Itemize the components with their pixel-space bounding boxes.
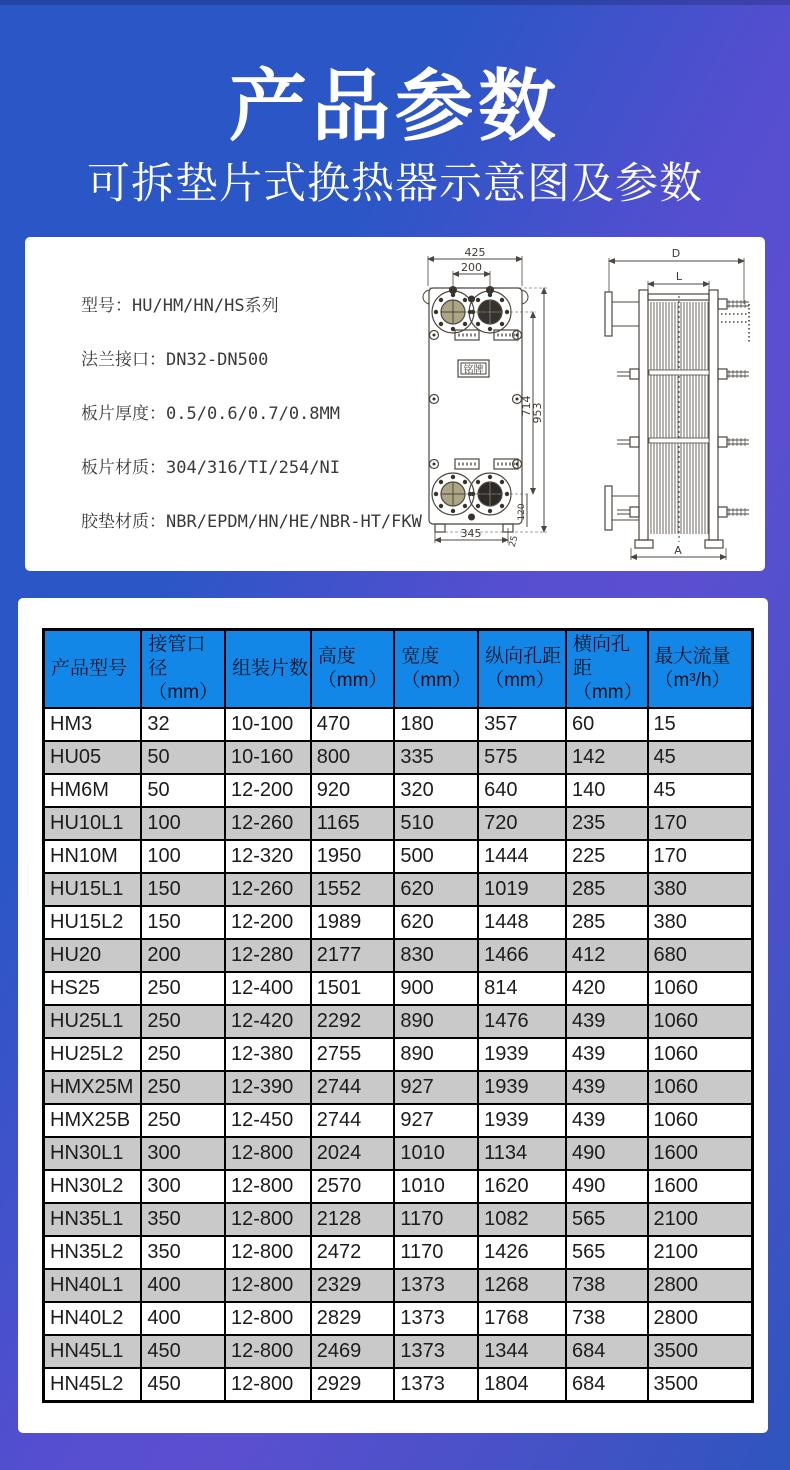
- table-row: [44, 807, 753, 840]
- table-cell: HM3: [44, 708, 142, 741]
- table-cell: 814: [478, 972, 566, 1005]
- table-cell: 1010: [394, 1170, 478, 1203]
- table-cell: HU05: [44, 741, 142, 774]
- table-cell: 142: [566, 741, 648, 774]
- column-header: [648, 630, 753, 709]
- table-cell: 50: [141, 774, 225, 807]
- table-cell: HS25: [44, 972, 142, 1005]
- table-cell: 420: [566, 972, 648, 1005]
- table-cell: HU15L2: [44, 906, 142, 939]
- table-cell: 12-800: [225, 1203, 311, 1236]
- column-header: [141, 630, 225, 709]
- page-subtitle: 可拆垫片式换热器示意图及参数: [87, 159, 703, 209]
- table-cell: 335: [394, 741, 478, 774]
- table-cell: 12-450: [225, 1104, 311, 1137]
- table-cell: 10-160: [225, 741, 311, 774]
- table-cell: HMX25M: [44, 1071, 142, 1104]
- table-cell: 684: [566, 1368, 648, 1402]
- table-cell: HN30L2: [44, 1170, 142, 1203]
- table-cell: 2829: [311, 1302, 395, 1335]
- table-cell: 12-800: [225, 1368, 311, 1402]
- top-edge-strip: [0, 0, 790, 5]
- table-cell: 565: [566, 1236, 648, 1269]
- table-cell: 1448: [478, 906, 566, 939]
- table-header-row: [44, 630, 753, 709]
- table-cell: HN35L1: [44, 1203, 142, 1236]
- table-cell: HN10M: [44, 840, 142, 873]
- column-unit: （mm）: [148, 682, 218, 703]
- table-cell: 738: [566, 1302, 648, 1335]
- table-row: [44, 1368, 753, 1402]
- side-view: [605, 258, 749, 560]
- table-cell: HU20: [44, 939, 142, 972]
- table-cell: 1060: [648, 1104, 753, 1137]
- table-row: [44, 1038, 753, 1071]
- table-cell: 470: [311, 708, 395, 741]
- table-cell: 350: [141, 1236, 225, 1269]
- table-row: [44, 906, 753, 939]
- column-unit: （mm）: [572, 682, 643, 703]
- table-cell: 439: [566, 1005, 648, 1038]
- table-cell: 12-800: [225, 1236, 311, 1269]
- table-cell: 1060: [648, 972, 753, 1005]
- table-cell: 1170: [394, 1236, 478, 1269]
- table-cell: 12-800: [225, 1302, 311, 1335]
- table-cell: 684: [566, 1335, 648, 1368]
- table-cell: HU15L1: [44, 873, 142, 906]
- table-cell: 300: [141, 1170, 225, 1203]
- table-row: [44, 1104, 753, 1137]
- column-title: 最大流量: [654, 646, 731, 667]
- table-row: [44, 708, 753, 741]
- table-cell: 10-100: [225, 708, 311, 741]
- table-cell: 1939: [478, 1104, 566, 1137]
- table-cell: HN40L2: [44, 1302, 142, 1335]
- table-cell: 1373: [394, 1368, 478, 1402]
- table-cell: 200: [141, 939, 225, 972]
- table-cell: 12-800: [225, 1137, 311, 1170]
- table-cell: 285: [566, 906, 648, 939]
- table-cell: 1476: [478, 1005, 566, 1038]
- table-cell: 490: [566, 1137, 648, 1170]
- front-view-labels: [461, 246, 545, 548]
- column-header: [566, 630, 648, 709]
- table-cell: HMX25B: [44, 1104, 142, 1137]
- table-cell: HM6M: [44, 774, 142, 807]
- table-cell: 380: [648, 873, 753, 906]
- column-header: [394, 630, 478, 709]
- table-cell: 2100: [648, 1203, 753, 1236]
- dim-L-label: L: [675, 270, 683, 283]
- column-title: 宽度: [401, 646, 440, 667]
- table-cell: 45: [648, 774, 753, 807]
- table-cell: 680: [648, 939, 753, 972]
- table-cell: 12-390: [225, 1071, 311, 1104]
- table-cell: 12-200: [225, 906, 311, 939]
- table-cell: 720: [478, 807, 566, 840]
- table-row: [44, 1137, 753, 1170]
- table-cell: 235: [566, 807, 648, 840]
- dim-425-label: 425: [464, 246, 486, 259]
- table-cell: 300: [141, 1137, 225, 1170]
- spec-line-flange: 法兰接口：DN32-DN500: [81, 350, 269, 370]
- table-cell: 100: [141, 840, 225, 873]
- table-cell: 12-420: [225, 1005, 311, 1038]
- table-row: [44, 840, 753, 873]
- table-cell: HU25L1: [44, 1005, 142, 1038]
- dim-953-label: 953: [531, 402, 544, 424]
- table-row: [44, 1071, 753, 1104]
- column-title: 纵向孔距: [485, 646, 562, 667]
- table-cell: 2128: [311, 1203, 395, 1236]
- tie-rods-left: [617, 369, 639, 517]
- table-cell: 285: [566, 873, 648, 906]
- table-cell: 1019: [478, 873, 566, 906]
- table-cell: 800: [311, 741, 395, 774]
- page-title: 产品参数: [228, 62, 561, 152]
- table-cell: 1373: [394, 1269, 478, 1302]
- table-cell: 439: [566, 1104, 648, 1137]
- specs-card: [25, 237, 765, 571]
- table-cell: 1060: [648, 1071, 753, 1104]
- table-cell: 250: [141, 1038, 225, 1071]
- table-cell: 890: [394, 1038, 478, 1071]
- table-cell: 12-320: [225, 840, 311, 873]
- table-cell: HN35L2: [44, 1236, 142, 1269]
- table-cell: 1060: [648, 1038, 753, 1071]
- table-cell: HU25L2: [44, 1038, 142, 1071]
- table-cell: 1170: [394, 1203, 478, 1236]
- table-cell: 400: [141, 1269, 225, 1302]
- column-unit: （mm）: [317, 670, 388, 691]
- table-cell: 1600: [648, 1170, 753, 1203]
- dim-A-label: A: [674, 544, 682, 557]
- table-cell: 12-800: [225, 1170, 311, 1203]
- table-cell: 45: [648, 741, 753, 774]
- table-cell: 12-800: [225, 1335, 311, 1368]
- table-cell: 1373: [394, 1335, 478, 1368]
- spec-line-gasket-material: 胶垫材质：NBR/EPDM/HN/HE/NBR-HT/FKW: [81, 512, 422, 532]
- column-title: 横向孔距: [572, 634, 630, 679]
- table-cell: 2800: [648, 1269, 753, 1302]
- table-cell: 1134: [478, 1137, 566, 1170]
- nameplate-label: 铭牌: [463, 365, 484, 376]
- column-header: [44, 630, 142, 709]
- table-cell: 400: [141, 1302, 225, 1335]
- dim-200-label: 200: [461, 261, 482, 274]
- spec-line-plate-material: 板片材质：304/316/TI/254/NI: [81, 458, 340, 478]
- column-title: 组装片数: [231, 658, 308, 679]
- table-cell: 1373: [394, 1302, 478, 1335]
- table-cell: 2024: [311, 1137, 395, 1170]
- table-cell: 920: [311, 774, 395, 807]
- spec-line-thickness: 板片厚度：0.5/0.6/0.7/0.8MM: [81, 404, 340, 424]
- table-row: [44, 1302, 753, 1335]
- table-cell: 1268: [478, 1269, 566, 1302]
- table-cell: 1939: [478, 1071, 566, 1104]
- table-cell: 510: [394, 807, 478, 840]
- table-row: [44, 741, 753, 774]
- table-cell: 1082: [478, 1203, 566, 1236]
- table-row: [44, 774, 753, 807]
- table-cell: 1444: [478, 840, 566, 873]
- table-cell: 2929: [311, 1368, 395, 1402]
- table-cell: 150: [141, 873, 225, 906]
- spec-table: [42, 628, 754, 1403]
- table-cell: 50: [141, 741, 225, 774]
- table-cell: 565: [566, 1203, 648, 1236]
- table-cell: 412: [566, 939, 648, 972]
- spec-list: [81, 279, 422, 549]
- table-cell: 2100: [648, 1236, 753, 1269]
- table-cell: 180: [394, 708, 478, 741]
- table-cell: 450: [141, 1368, 225, 1402]
- column-unit: （mm）: [485, 670, 555, 691]
- table-cell: 2177: [311, 939, 395, 972]
- table-cell: 1768: [478, 1302, 566, 1335]
- table-cell: 927: [394, 1104, 478, 1137]
- table-cell: 2329: [311, 1269, 395, 1302]
- column-header: [478, 630, 566, 709]
- dim-D-label: D: [671, 247, 681, 260]
- table-cell: 927: [394, 1071, 478, 1104]
- table-cell: 1620: [478, 1170, 566, 1203]
- technical-drawing: [411, 246, 759, 564]
- spec-line-model: 型号：HU/HM/HN/HS系列: [81, 296, 279, 316]
- table-cell: 320: [394, 774, 478, 807]
- column-title: 高度: [317, 646, 356, 667]
- table-cell: 620: [394, 873, 478, 906]
- table-cell: 15: [648, 708, 753, 741]
- table-cell: 350: [141, 1203, 225, 1236]
- column-title: 接管口径: [148, 634, 206, 679]
- table-cell: HN45L2: [44, 1368, 142, 1402]
- table-cell: 490: [566, 1170, 648, 1203]
- table-cell: 575: [478, 741, 566, 774]
- table-cell: 170: [648, 840, 753, 873]
- column-header: [225, 630, 311, 709]
- table-cell: 2744: [311, 1104, 395, 1137]
- table-cell: 620: [394, 906, 478, 939]
- table-cell: HN40L1: [44, 1269, 142, 1302]
- table-cell: 1600: [648, 1137, 753, 1170]
- table-cell: 738: [566, 1269, 648, 1302]
- table-cell: 1344: [478, 1335, 566, 1368]
- table-cell: 140: [566, 774, 648, 807]
- table-cell: 3500: [648, 1368, 753, 1402]
- table-cell: 12-400: [225, 972, 311, 1005]
- table-row: [44, 1170, 753, 1203]
- table-cell: HN45L1: [44, 1335, 142, 1368]
- table-cell: 250: [141, 1071, 225, 1104]
- table-cell: HU10L1: [44, 807, 142, 840]
- table-cell: 900: [394, 972, 478, 1005]
- table-row: [44, 972, 753, 1005]
- table-cell: 1552: [311, 873, 395, 906]
- table-cell: 12-380: [225, 1038, 311, 1071]
- table-cell: 2570: [311, 1170, 395, 1203]
- table-cell: 1939: [478, 1038, 566, 1071]
- table-cell: 2469: [311, 1335, 395, 1368]
- table-cell: 1010: [394, 1137, 478, 1170]
- table-cell: 380: [648, 906, 753, 939]
- table-cell: 1426: [478, 1236, 566, 1269]
- table-cell: 250: [141, 1104, 225, 1137]
- table-cell: 2755: [311, 1038, 395, 1071]
- table-cell: 250: [141, 972, 225, 1005]
- table-cell: 60: [566, 708, 648, 741]
- table-cell: HN30L1: [44, 1137, 142, 1170]
- table-cell: 12-260: [225, 807, 311, 840]
- column-title: 产品型号: [51, 658, 128, 679]
- tie-rods-right: [718, 299, 749, 517]
- table-cell: 1165: [311, 807, 395, 840]
- table-cell: 640: [478, 774, 566, 807]
- table-cell: 1989: [311, 906, 395, 939]
- table-row: [44, 1203, 753, 1236]
- table-cell: 12-800: [225, 1269, 311, 1302]
- table-cell: 357: [478, 708, 566, 741]
- table-cell: 170: [648, 807, 753, 840]
- table-cell: 450: [141, 1335, 225, 1368]
- table-cell: 439: [566, 1038, 648, 1071]
- table-row: [44, 873, 753, 906]
- column-unit: （mm）: [401, 670, 472, 691]
- table-cell: 2472: [311, 1236, 395, 1269]
- table-row: [44, 939, 753, 972]
- table-cell: 1501: [311, 972, 395, 1005]
- table-cell: 1804: [478, 1368, 566, 1402]
- dim-25-label: 25: [507, 534, 521, 549]
- table-row: [44, 1269, 753, 1302]
- table-cell: 2292: [311, 1005, 395, 1038]
- table-cell: 250: [141, 1005, 225, 1038]
- table-cell: 12-280: [225, 939, 311, 972]
- column-header: [311, 630, 395, 709]
- column-unit: （m³/h）: [654, 670, 731, 691]
- table-cell: 3500: [648, 1335, 753, 1368]
- table-cell: 2744: [311, 1071, 395, 1104]
- table-cell: 890: [394, 1005, 478, 1038]
- table-cell: 1060: [648, 1005, 753, 1038]
- table-cell: 830: [394, 939, 478, 972]
- table-cell: 225: [566, 840, 648, 873]
- table-card: [18, 598, 768, 1433]
- spec-table-body: [44, 708, 753, 1402]
- table-row: [44, 1335, 753, 1368]
- dim-120-label: 120: [517, 503, 527, 521]
- table-cell: 150: [141, 906, 225, 939]
- table-cell: 500: [394, 840, 478, 873]
- table-cell: 1950: [311, 840, 395, 873]
- dim-345-label: 345: [460, 527, 482, 540]
- dim-714-label: 714: [520, 395, 533, 417]
- table-cell: 32: [141, 708, 225, 741]
- table-cell: 12-200: [225, 774, 311, 807]
- table-cell: 12-260: [225, 873, 311, 906]
- table-row: [44, 1236, 753, 1269]
- table-cell: 2800: [648, 1302, 753, 1335]
- table-cell: 439: [566, 1071, 648, 1104]
- table-cell: 100: [141, 807, 225, 840]
- table-cell: 1466: [478, 939, 566, 972]
- table-row: [44, 1005, 753, 1038]
